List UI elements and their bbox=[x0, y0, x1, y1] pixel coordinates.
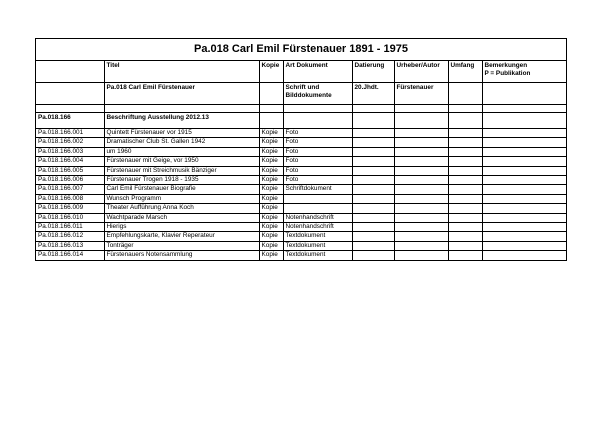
row-urheber bbox=[394, 213, 448, 222]
row-bemerkungen bbox=[482, 147, 566, 156]
row-umfang bbox=[448, 129, 482, 138]
header-umfang: Umfang bbox=[448, 61, 482, 83]
row-bemerkungen bbox=[482, 251, 566, 260]
row-kopie: Kopie bbox=[259, 166, 283, 175]
row-umfang bbox=[448, 166, 482, 175]
row-datierung bbox=[352, 232, 394, 241]
row-umfang bbox=[448, 213, 482, 222]
row-umfang bbox=[448, 157, 482, 166]
inventory-table bbox=[36, 61, 566, 260]
table-row bbox=[36, 204, 566, 213]
header-bemerkungen-line1: Bemerkungen bbox=[484, 62, 528, 69]
fonds-row bbox=[36, 83, 566, 105]
row-art-dokument: Foto bbox=[283, 157, 352, 166]
header-bemerkungen bbox=[482, 61, 566, 83]
group-titel: Beschriftung Ausstellung 2012.13 bbox=[104, 113, 259, 129]
row-art-dokument: Notenhandschrift bbox=[283, 223, 352, 232]
row-signatur: Pa.018.166.005 bbox=[36, 166, 104, 175]
row-signatur: Pa.018.166.006 bbox=[36, 176, 104, 185]
table-row bbox=[36, 176, 566, 185]
row-umfang bbox=[448, 241, 482, 250]
header-titel: Titel bbox=[104, 61, 259, 83]
row-art-dokument: Textdokument bbox=[283, 251, 352, 260]
header-signatur bbox=[36, 61, 104, 83]
row-urheber bbox=[394, 147, 448, 156]
row-datierung bbox=[352, 138, 394, 147]
row-kopie: Kopie bbox=[259, 223, 283, 232]
fonds-urheber: Fürstenauer bbox=[394, 83, 448, 105]
inventory-sheet bbox=[35, 38, 567, 261]
row-umfang bbox=[448, 185, 482, 194]
row-urheber bbox=[394, 166, 448, 175]
table-row bbox=[36, 213, 566, 222]
row-art-dokument bbox=[283, 194, 352, 203]
row-datierung bbox=[352, 129, 394, 138]
row-titel: Theater Aufführung Anna Koch bbox=[104, 204, 259, 213]
row-urheber bbox=[394, 204, 448, 213]
row-urheber bbox=[394, 232, 448, 241]
table-row bbox=[36, 147, 566, 156]
row-datierung bbox=[352, 204, 394, 213]
row-art-dokument: Foto bbox=[283, 147, 352, 156]
row-bemerkungen bbox=[482, 232, 566, 241]
row-kopie: Kopie bbox=[259, 251, 283, 260]
row-signatur: Pa.018.166.009 bbox=[36, 204, 104, 213]
document-title: Pa.018 Carl Emil Fürstenauer 1891 - 1975 bbox=[36, 39, 566, 61]
row-titel: Wunsch Programm bbox=[104, 194, 259, 203]
group-row bbox=[36, 113, 566, 129]
row-datierung bbox=[352, 147, 394, 156]
row-umfang bbox=[448, 232, 482, 241]
row-titel: Fürstenauer Trogen 1918 - 1935 bbox=[104, 176, 259, 185]
row-signatur: Pa.018.166.014 bbox=[36, 251, 104, 260]
row-urheber bbox=[394, 176, 448, 185]
spacer-row bbox=[36, 105, 566, 113]
group-signatur: Pa.018.166 bbox=[36, 113, 104, 129]
row-signatur: Pa.018.166.011 bbox=[36, 223, 104, 232]
row-bemerkungen bbox=[482, 129, 566, 138]
row-bemerkungen bbox=[482, 241, 566, 250]
header-row bbox=[36, 61, 566, 83]
row-datierung bbox=[352, 194, 394, 203]
row-bemerkungen bbox=[482, 204, 566, 213]
row-titel: Fürstenauer mit Streichmusik Bänziger bbox=[104, 166, 259, 175]
row-bemerkungen bbox=[482, 176, 566, 185]
table-row bbox=[36, 251, 566, 260]
row-titel: Carl Emil Fürstenauer Biografie bbox=[104, 185, 259, 194]
table-row bbox=[36, 129, 566, 138]
row-signatur: Pa.018.166.010 bbox=[36, 213, 104, 222]
fonds-art-line1: Schrift und bbox=[285, 84, 320, 91]
row-datierung bbox=[352, 241, 394, 250]
row-datierung bbox=[352, 157, 394, 166]
row-kopie: Kopie bbox=[259, 213, 283, 222]
header-datierung: Datierung bbox=[352, 61, 394, 83]
row-art-dokument: Foto bbox=[283, 166, 352, 175]
row-art-dokument: Foto bbox=[283, 176, 352, 185]
row-urheber bbox=[394, 194, 448, 203]
row-titel: Quintett Fürstenauer vor 1915 bbox=[104, 129, 259, 138]
row-titel: Empfehlungskarte, Klavier Reperateur bbox=[104, 232, 259, 241]
table-row bbox=[36, 241, 566, 250]
header-art-dokument: Art Dokument bbox=[283, 61, 352, 83]
table-row bbox=[36, 232, 566, 241]
row-signatur: Pa.018.166.001 bbox=[36, 129, 104, 138]
row-datierung bbox=[352, 251, 394, 260]
row-urheber bbox=[394, 185, 448, 194]
row-signatur: Pa.018.166.003 bbox=[36, 147, 104, 156]
row-art-dokument: Notenhandschrift bbox=[283, 213, 352, 222]
row-kopie: Kopie bbox=[259, 147, 283, 156]
row-signatur: Pa.018.166.012 bbox=[36, 232, 104, 241]
row-kopie: Kopie bbox=[259, 241, 283, 250]
row-art-dokument: Textdokument bbox=[283, 241, 352, 250]
row-urheber bbox=[394, 138, 448, 147]
row-signatur: Pa.018.166.008 bbox=[36, 194, 104, 203]
row-kopie: Kopie bbox=[259, 138, 283, 147]
row-datierung bbox=[352, 223, 394, 232]
row-urheber bbox=[394, 223, 448, 232]
row-art-dokument: Textdokument bbox=[283, 232, 352, 241]
row-umfang bbox=[448, 251, 482, 260]
row-kopie: Kopie bbox=[259, 176, 283, 185]
table-row bbox=[36, 157, 566, 166]
row-kopie: Kopie bbox=[259, 185, 283, 194]
row-signatur: Pa.018.166.007 bbox=[36, 185, 104, 194]
row-art-dokument: Foto bbox=[283, 138, 352, 147]
row-datierung bbox=[352, 213, 394, 222]
row-titel: Dramatischer Club St. Gallen 1942 bbox=[104, 138, 259, 147]
row-art-dokument: Schriftdokument bbox=[283, 185, 352, 194]
row-kopie: Kopie bbox=[259, 204, 283, 213]
row-art-dokument bbox=[283, 204, 352, 213]
row-datierung bbox=[352, 166, 394, 175]
row-bemerkungen bbox=[482, 157, 566, 166]
row-art-dokument: Foto bbox=[283, 129, 352, 138]
row-umfang bbox=[448, 223, 482, 232]
row-umfang bbox=[448, 194, 482, 203]
row-kopie: Kopie bbox=[259, 194, 283, 203]
row-titel: Hierigs bbox=[104, 223, 259, 232]
row-bemerkungen bbox=[482, 185, 566, 194]
row-urheber bbox=[394, 129, 448, 138]
row-urheber bbox=[394, 251, 448, 260]
table-row bbox=[36, 194, 566, 203]
row-bemerkungen bbox=[482, 194, 566, 203]
table-row bbox=[36, 138, 566, 147]
table-row bbox=[36, 223, 566, 232]
header-urheber: Urheber/Autor bbox=[394, 61, 448, 83]
row-bemerkungen bbox=[482, 213, 566, 222]
row-urheber bbox=[394, 157, 448, 166]
row-kopie: Kopie bbox=[259, 232, 283, 241]
header-bemerkungen-line2: P = Publikation bbox=[484, 70, 531, 78]
row-signatur: Pa.018.166.004 bbox=[36, 157, 104, 166]
row-datierung bbox=[352, 176, 394, 185]
row-titel: um 1960 bbox=[104, 147, 259, 156]
row-bemerkungen bbox=[482, 223, 566, 232]
fonds-titel: Pa.018 Carl Emil Fürstenauer bbox=[104, 83, 259, 105]
row-umfang bbox=[448, 204, 482, 213]
row-kopie: Kopie bbox=[259, 129, 283, 138]
fonds-art bbox=[283, 83, 352, 105]
header-kopie: Kopie bbox=[259, 61, 283, 83]
row-signatur: Pa.018.166.002 bbox=[36, 138, 104, 147]
row-bemerkungen bbox=[482, 166, 566, 175]
row-titel: Tonträger bbox=[104, 241, 259, 250]
row-bemerkungen bbox=[482, 138, 566, 147]
fonds-datierung: 20.Jhdt. bbox=[352, 83, 394, 105]
row-datierung bbox=[352, 185, 394, 194]
row-titel: Fürstenauer mit Geige, vor 1950 bbox=[104, 157, 259, 166]
table-row bbox=[36, 166, 566, 175]
row-titel: Fürstenauers Notensammlung bbox=[104, 251, 259, 260]
row-signatur: Pa.018.166.013 bbox=[36, 241, 104, 250]
row-urheber bbox=[394, 241, 448, 250]
fonds-art-line2: Bilddokumente bbox=[285, 92, 332, 100]
table-row bbox=[36, 185, 566, 194]
row-umfang bbox=[448, 138, 482, 147]
row-kopie: Kopie bbox=[259, 157, 283, 166]
row-umfang bbox=[448, 147, 482, 156]
row-umfang bbox=[448, 176, 482, 185]
row-titel: Wachtparade Marsch bbox=[104, 213, 259, 222]
